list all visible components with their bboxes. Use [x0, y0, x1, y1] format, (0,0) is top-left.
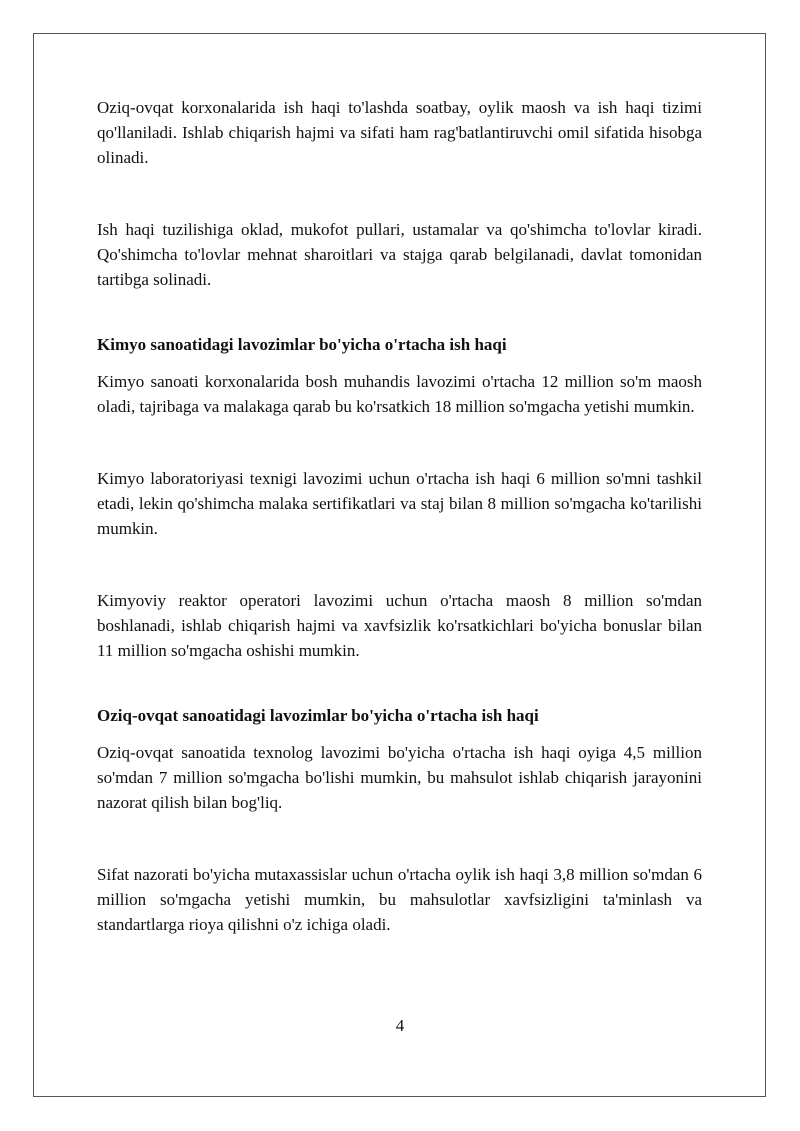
paragraph: Sifat nazorati bo'yicha mutaxassislar uchun o'rtacha oylik ish haqi 3,8 million so'mdan 6 million so'mgacha yetishi mumkin, bu mahsulotlar xavfsizligini ta'minlash va standartlarga rioya qilishni o'z ichiga oladi. [97, 865, 702, 934]
section-heading-food: Oziq-ovqat sanoatidagi lavozimlar bo'yicha o'rtacha ish haqi [97, 706, 539, 725]
page-number: 4 [395, 1016, 405, 1035]
paragraph: Oziq-ovqat korxonalarida ish haqi to'lashda soatbay, oylik maosh va ish haqi tizimi qo'llaniladi. Ishlab chiqarish hajmi va sifati ham rag'batlantiruvchi omil sifatida hisobga olinadi. [97, 98, 702, 167]
paragraph: Kimyoviy reaktor operatori lavozimi uchun o'rtacha maosh 8 million so'mdan boshlanadi, ishlab chiqarish hajmi va xavfsizlik ko'rsatkichlari bo'yicha bonuslar bilan 11 million so'mgacha oshishi mumkin. [97, 591, 702, 660]
paragraph: Ish haqi tuzilishiga oklad, mukofot pullari, ustamalar va qo'shimcha to'lovlar kiradi. Qo'shimcha to'lovlar mehnat sharoitlari va stajga qarab belgilanadi, davlat tomonidan tartibga solinadi. [97, 220, 702, 289]
section-heading-chemistry: Kimyo sanoatidagi lavozimlar bo'yicha o'rtacha ish haqi [97, 335, 507, 354]
paragraph: Oziq-ovqat sanoatida texnolog lavozimi bo'yicha o'rtacha ish haqi oyiga 4,5 million so'mdan 7 million so'mgacha bo'lishi mumkin, bu mahsulot ishlab chiqarish jarayonini nazorat qilish bilan bog'liq. [97, 743, 702, 812]
paragraph: Kimyo laboratoriyasi texnigi lavozimi uchun o'rtacha ish haqi 6 million so'mni tashkil etadi, lekin qo'shimcha malaka sertifikatlari va staj bilan 8 million so'mgacha ko'tarilishi mumkin. [97, 469, 702, 538]
paragraph: Kimyo sanoati korxonalarida bosh muhandis lavozimi o'rtacha 12 million so'm maosh oladi, tajribaga va malakaga qarab bu ko'rsatkich 18 million so'mgacha yetishi mumkin. [97, 372, 702, 416]
document-body [97, 95, 702, 937]
